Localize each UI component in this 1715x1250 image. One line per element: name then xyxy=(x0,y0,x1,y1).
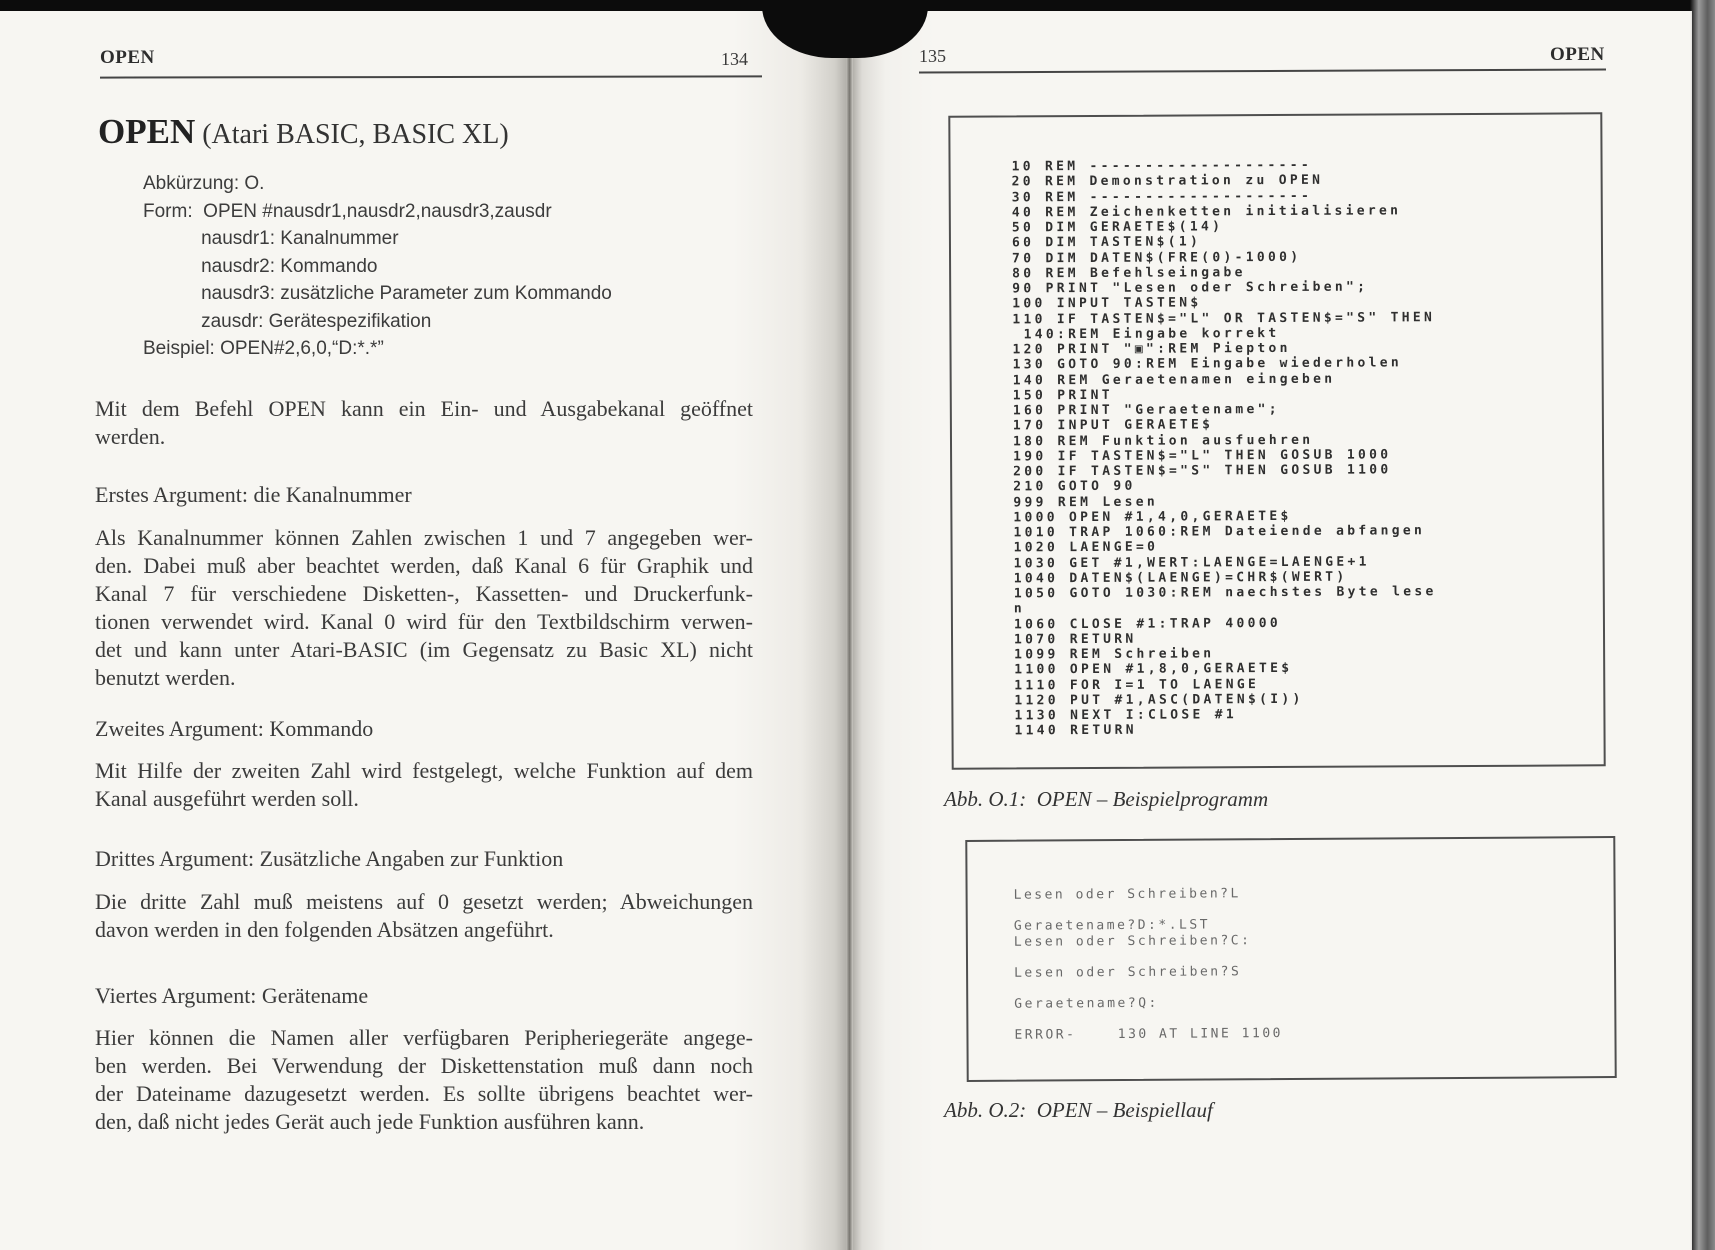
paragraph-intro: Mit dem Befehl OPEN kann ein Ein- und Ausgabekanal geöffnet werden. xyxy=(95,396,753,449)
heading-third-argument: Drittes Argument: Zusätzliche Angaben zur Funktion xyxy=(95,846,564,871)
right-page-number: 135 xyxy=(919,46,946,66)
left-running-header: OPEN xyxy=(100,47,155,68)
entry-title-suffix: (Atari BASIC, BASIC XL) xyxy=(195,119,509,150)
program-run-output: Lesen oder Schreiben?L Geraetename?D:*.LST Lesen oder Schreiben?C: Lesen oder Schreiben?S Geraetename?Q: ERROR- 130 AT LINE 1100 xyxy=(1013,886,1283,1043)
heading-first-argument: Erstes Argument: die Kanalnummer xyxy=(95,482,412,507)
paragraph-first-argument: Als Kanalnummer können Zahlen zwischen 1 und 7 angegeben wer- den. Dabei muß aber beachtet werden, daß Kanal 6 für Graphik und Kanal 7 für verschiedene Disketten-, Kassetten- und Druckerfunk- tionen verwendet wird. Kanal 0 wird für den Textbildschirm verwen- det und kann unter Atari-BASIC (im Gegensatz zu Basic XL) nicht benutzt werden. xyxy=(95,525,753,690)
right-running-header: OPEN xyxy=(1550,44,1605,65)
syntax-spec-block: Abkürzung: O. Form: OPEN #nausdr1,nausdr2,nausdr3,zausdr nausdr1: Kanalnummer nausdr2: Kommando nausdr3: zusätzliche Parameter zum Kommando zausdr: Gerätespezifikation Beispiel: OPEN#2,6,0,“D:*.*” xyxy=(143,173,612,359)
book-spine-line xyxy=(846,0,853,1250)
paragraph-fourth-argument: Hier können die Namen aller verfügbaren Peripheriegeräte angege- ben werden. Bei Verwendung der Diskettenstation muß dann noch der Dateiname dazugesetzt werden. Es sollte übrigens beachtet wer- den, daß nicht jedes Gerät auch jede Funktion ausführen kann. xyxy=(95,1025,753,1134)
paragraph-second-argument: Mit Hilfe der zweiten Zahl wird festgelegt, welche Funktion auf dem Kanal ausgeführt werden soll. xyxy=(95,758,753,811)
run-example-figure-box xyxy=(965,836,1616,1082)
entry-title xyxy=(98,112,509,152)
left-page-number: 134 xyxy=(721,49,748,69)
paragraph-third-argument: Die dritte Zahl muß meistens auf 0 gesetzt werden; Abweichungen davon werden in den folgenden Absätzen angeführt. xyxy=(95,889,753,942)
basic-program-listing: 10 REM -------------------- 20 REM Demonstration zu OPEN 30 REM -------------------- 40 REM Zeichenketten initialisieren 50 DIM GERAETE$(14) 60 DIM TASTEN$(1) 70 DIM DATEN$(FRE(0)-1000) 80 REM Befehlseingabe 90 PRINT "Lesen oder Schreiben"; 100 INPUT TASTEN$ 110 IF TASTEN$="L" OR TASTEN$="S" THEN 140:REM Eingabe korrekt 120 PRINT "▣":REM Piepton 130 GOTO 90:REM Eingabe wiederholen 140 REM Geraetenamen eingeben 150 PRINT 160 PRINT "Geraetename"; 170 INPUT GERAETE$ 180 REM Funktion ausfuehren 190 IF TASTEN$="L" THEN GOSUB 1000 200 IF TASTEN$="S" THEN GOSUB 1100 210 GOTO 90 999 REM Lesen 1000 OPEN #1,4,0,GERAETE$ 1010 TRAP 1060:REM Dateiende abfangen 1020 LAENGE=0 1030 GET #1,WERT:LAENGE=LAENGE+1 1040 DATEN$(LAENGE)=CHR$(WERT) 1050 GOTO 1030:REM naechstes Byte lese n 1060 CLOSE #1:TRAP 40000 1070 RETURN 1099 REM Schreiben 1100 OPEN #1,8,0,GERAETE$ 1110 FOR I=1 TO LAENGE 1120 PUT #1,ASC(DATEN$(I)) 1130 NEXT I:CLOSE #1 1140 RETURN xyxy=(1011,157,1437,739)
page-edge-shadow xyxy=(1690,0,1715,1250)
entry-title-keyword: OPEN xyxy=(98,112,196,151)
figure-caption-1: Abb. O.1: OPEN – Beispielprogramm xyxy=(944,787,1269,811)
heading-second-argument: Zweites Argument: Kommando xyxy=(95,716,374,741)
figure-caption-2: Abb. O.2: OPEN – Beispiellauf xyxy=(944,1098,1213,1122)
listing-figure-box xyxy=(948,112,1605,769)
heading-fourth-argument: Viertes Argument: Gerätename xyxy=(95,983,369,1008)
